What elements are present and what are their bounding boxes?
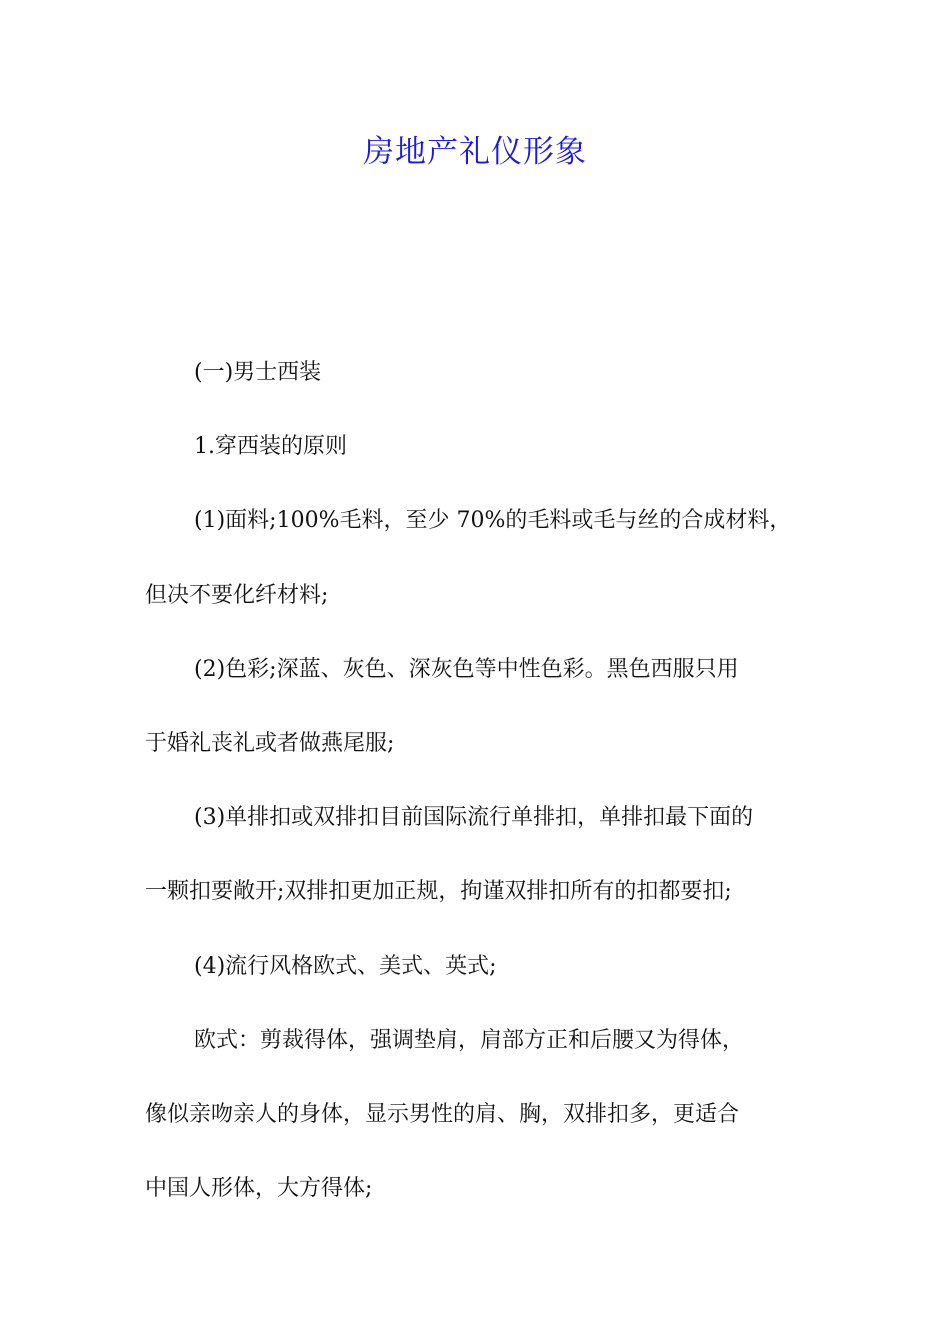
paragraph-line: 于婚礼丧礼或者做燕尾服; (145, 731, 395, 757)
paragraph-line: (4)流行风格欧式、美式、英式; (194, 953, 497, 979)
document-title: 房地产礼仪形象 (363, 134, 587, 170)
paragraph-line: 欧式：剪裁得体，强调垫肩，肩部方正和后腰又为得体， (194, 1027, 745, 1053)
paragraph-line: (1)面料;100%毛料，至少 70%的毛料或毛与丝的合成材料， (194, 508, 792, 534)
document-body (145, 336, 815, 1226)
paragraph-line: (2)色彩;深蓝、灰色、深灰色等中性色彩。黑色西服只用 (194, 656, 739, 682)
paragraph-line: 像似亲吻亲人的身体，显示男性的肩、胸，双排扣多，更适合 (145, 1102, 740, 1128)
paragraph-line: 一颗扣要敞开;双排扣更加正规，拘谨双排扣所有的扣都要扣; (145, 879, 732, 905)
paragraph-line: 但决不要化纤材料; (145, 582, 329, 608)
paragraph-line: 中国人形体，大方得体; (145, 1176, 373, 1202)
section-heading: (一)男士西装 (194, 360, 322, 385)
paragraph-line: (3)单排扣或双排扣目前国际流行单排扣，单排扣最下面的 (194, 805, 754, 831)
subsection-heading: 1.穿西装的原则 (194, 434, 347, 460)
